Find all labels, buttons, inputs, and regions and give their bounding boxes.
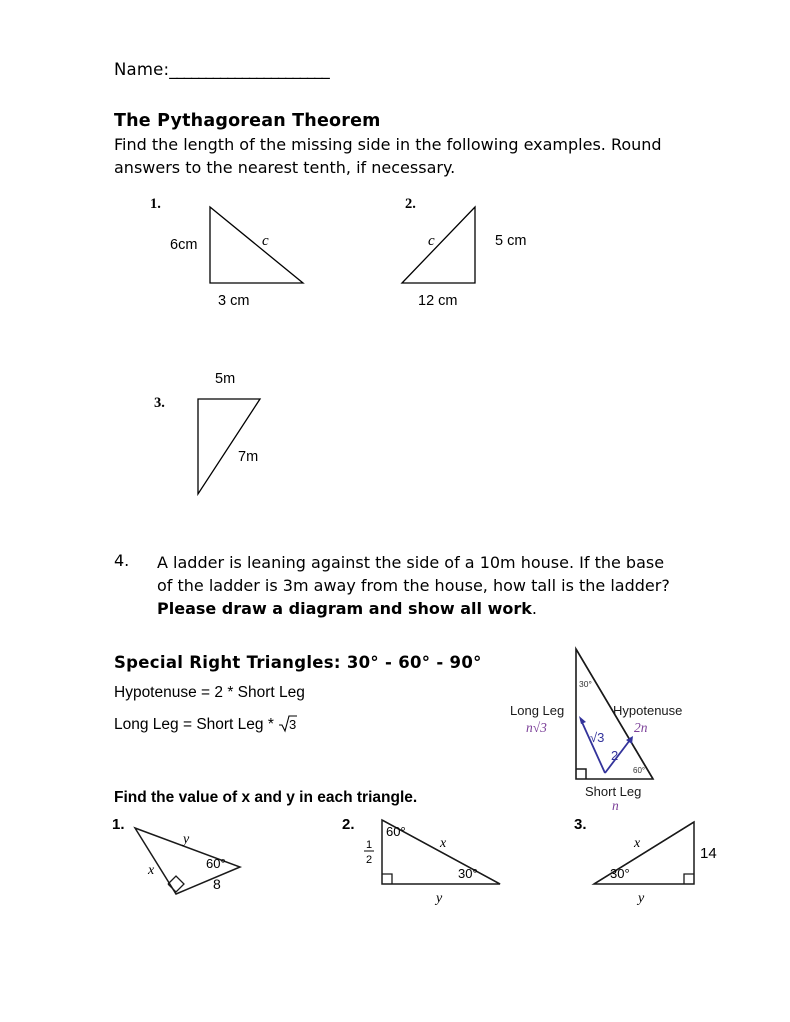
problem-4-text-part1: A ladder is leaning against the side of a 10m house. If the base of the ladder is 3m away from the house, how tall is the ladder?	[157, 553, 670, 595]
problem-1-bottom-label: 3 cm	[218, 293, 250, 309]
instructions-text: Find the length of the missing side in the following examples. Round answers to the nearest tenth, if necessary.	[114, 135, 662, 177]
find-value-problem-1-label-x: x	[148, 863, 155, 878]
problem-4-text-part2: .	[531, 599, 537, 618]
problem-3-number: 3.	[154, 395, 165, 411]
problem-4-number: 4.	[114, 551, 130, 570]
problem-2-vertical-label: 5 cm	[495, 233, 527, 249]
problem-3-hypotenuse-label: 7m	[238, 449, 259, 465]
name-field-row	[114, 60, 329, 79]
reference-long-leg-label: Long Leg	[510, 703, 565, 718]
special-right-triangles-heading: Special Right Triangles: 30° - 60° - 90°	[114, 653, 482, 672]
problem-1-number: 1.	[150, 196, 161, 212]
find-value-problem-2-label-y: y	[436, 891, 443, 906]
rule-hypotenuse: Hypotenuse = 2 * Short Leg	[114, 684, 305, 701]
find-value-heading: Find the value of x and y in each triangle.	[114, 789, 418, 806]
find-value-problem-3-side: 14	[700, 845, 717, 862]
reference-ratio-long-leg: √3	[590, 730, 605, 745]
find-value-problem-2-number: 2.	[342, 816, 355, 833]
find-value-problem-2-label-x: x	[440, 836, 447, 851]
problem-2-hypotenuse-label: c	[428, 233, 435, 249]
problem-2-bottom-label: 12 cm	[418, 293, 458, 309]
find-value-problem-3-number: 3.	[574, 816, 587, 833]
reference-30-60-90-diagram	[508, 640, 694, 812]
problem-2-figure	[400, 193, 590, 313]
rule-long-leg	[114, 714, 298, 734]
reference-hypotenuse-value: 2n	[634, 720, 648, 735]
radicand-value: 3	[289, 717, 297, 732]
find-value-problem-3-label-y: y	[638, 891, 645, 906]
reference-ratio-hypotenuse: 2	[611, 748, 619, 763]
find-value-problem-3-angle: 30°	[610, 866, 630, 881]
find-value-problem-1-number: 1.	[112, 816, 125, 833]
find-value-problem-2-fraction-numerator: 1	[365, 839, 373, 851]
page-title: The Pythagorean Theorem	[114, 111, 381, 131]
name-blank-line: ______________________	[169, 60, 329, 79]
reference-long-leg-value: n√3	[526, 720, 547, 735]
reference-short-leg-label: Short Leg	[585, 784, 642, 799]
rule-long-leg-prefix: Long Leg = Short Leg *	[114, 716, 279, 733]
problem-1-hypotenuse-label: c	[262, 233, 269, 249]
reference-short-leg-value: n	[612, 798, 619, 812]
find-value-problem-2-figure	[340, 812, 525, 912]
radical-three	[278, 714, 298, 734]
find-value-problem-3-figure	[572, 812, 752, 912]
find-value-problem-1-figure	[110, 812, 285, 912]
find-value-problem-1-angle: 60°	[206, 856, 226, 871]
find-value-problem-1-label-y: y	[183, 832, 190, 847]
problem-1-vertical-label: 6cm	[170, 237, 198, 253]
problem-1-figure	[150, 193, 340, 313]
find-value-problem-3-label-x: x	[634, 836, 641, 851]
find-value-problem-2-fraction-denominator: 2	[365, 854, 373, 866]
problem-3-top-label: 5m	[215, 371, 236, 387]
reference-hypotenuse-label: Hypotenuse	[613, 703, 683, 718]
name-label: Name:	[114, 60, 170, 79]
problem-4-text-bold: Please draw a diagram and show all work	[157, 599, 532, 618]
find-value-problem-2-angle-bottom: 30°	[458, 866, 478, 881]
find-value-problem-1-side: 8	[213, 876, 221, 892]
find-value-problem-2-angle-top: 60°	[386, 824, 406, 839]
reference-angle-bottom-right: 60°	[633, 766, 646, 775]
problem-4-text	[157, 551, 672, 620]
problem-3-figure	[150, 365, 330, 510]
problem-2-number: 2.	[405, 196, 416, 212]
reference-angle-top: 30°	[579, 679, 592, 689]
